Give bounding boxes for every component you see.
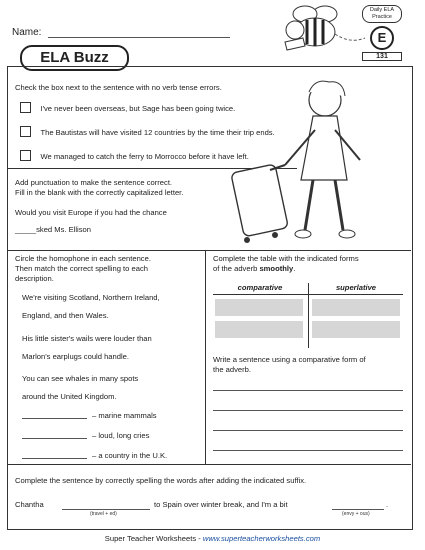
name-label: Name: xyxy=(12,27,42,38)
comparative-cell-2[interactable] xyxy=(215,321,303,338)
col-superlative: superlative xyxy=(335,283,377,292)
hint-2: (envy + ous) xyxy=(342,511,370,517)
section2-sentence-2[interactable]: _____sked Ms. Ellison xyxy=(15,225,91,234)
match-blank-1[interactable] xyxy=(22,418,87,419)
section3-instruction-2: Then match the correct spelling to each xyxy=(15,264,148,273)
badge-line1: Daily ELA xyxy=(369,7,395,13)
comparative-cell-1[interactable] xyxy=(215,299,303,316)
checkbox-3[interactable] xyxy=(20,150,31,161)
option-1-text: I've never been overseas, but Sage has been going twice. xyxy=(40,104,236,113)
suffix-blank-2[interactable] xyxy=(332,509,384,510)
section4-instruction-1: Complete the table with the indicated forms xyxy=(213,254,359,263)
match-blank-3[interactable] xyxy=(22,458,87,459)
option-1[interactable] xyxy=(20,100,236,118)
write-line-1[interactable] xyxy=(213,390,403,391)
traveler-illustration xyxy=(225,70,405,250)
match-blank-2[interactable] xyxy=(22,438,87,439)
option-2-text: The Bautistas will have visited 12 countries by the time their trip ends. xyxy=(40,128,275,137)
suffix-part1: Chantha xyxy=(15,500,44,509)
superlative-cell-2[interactable] xyxy=(312,321,400,338)
footer-text: Super Teacher Worksheets - xyxy=(104,534,203,543)
match-3: – a country in the U.K. xyxy=(92,451,168,460)
s1-line2[interactable]: England, and then Wales. xyxy=(22,311,109,320)
level-letter: E xyxy=(370,26,394,50)
section2-instruction-2: Fill in the blank with the correctly capitalized letter. xyxy=(15,188,184,197)
worksheet-number: 131 xyxy=(362,52,402,61)
hint-1: (travel + ed) xyxy=(90,511,117,517)
option-3[interactable] xyxy=(20,148,249,166)
checkbox-2[interactable] xyxy=(20,126,31,137)
checkbox-1[interactable] xyxy=(20,102,31,113)
match-2: – loud, long cries xyxy=(92,431,150,440)
table-col-line xyxy=(308,283,309,348)
divider-2 xyxy=(7,250,411,251)
practice-badge xyxy=(362,5,402,63)
suffix-blank-1[interactable] xyxy=(62,509,150,510)
suffix-part3: . xyxy=(386,500,389,509)
name-field[interactable] xyxy=(48,37,230,38)
badge-line2: Practice xyxy=(372,14,392,20)
write-instruction-2: the adverb. xyxy=(213,365,251,374)
section1-instruction: Check the box next to the sentence with no verb tense errors. xyxy=(15,83,222,92)
write-line-4[interactable] xyxy=(213,450,403,451)
s2-line2[interactable]: Marlon's earplugs could handle. xyxy=(22,352,129,361)
section2-instruction-1: Add punctuation to make the sentence correct. xyxy=(15,178,173,187)
instruction-suffix: . xyxy=(293,264,296,273)
s3-line1[interactable]: You can see whales in many spots xyxy=(22,374,139,383)
superlative-cell-1[interactable] xyxy=(312,299,400,316)
instruction-prefix: of the adverb xyxy=(213,264,260,273)
section3-instruction-3: description. xyxy=(15,274,54,283)
section2-sentence-1: Would you visit Europe if you had the chance xyxy=(15,208,167,217)
write-instruction-1: Write a sentence using a comparative form of xyxy=(213,355,366,364)
match-1: – marine mammals xyxy=(92,411,157,420)
footer-link[interactable]: www.superteacherworksheets.com xyxy=(202,534,321,543)
s2-line1[interactable]: His little sister's wails were louder than xyxy=(22,334,152,343)
page-title: ELA Buzz xyxy=(40,49,109,66)
s3-line2[interactable]: around the United Kingdom. xyxy=(22,392,117,401)
section4-instruction-2 xyxy=(213,264,295,274)
s1-line1[interactable]: We're visiting Scotland, Northern Ireland, xyxy=(22,293,160,302)
suffix-part2: to Spain over winter break, and I'm a bit xyxy=(154,500,288,509)
write-line-3[interactable] xyxy=(213,430,403,431)
adverb: smoothly xyxy=(259,264,294,273)
footer xyxy=(0,534,425,544)
bee-illustration xyxy=(255,2,375,57)
col-comparative: comparative xyxy=(237,283,283,292)
divider-3 xyxy=(7,464,411,465)
write-line-2[interactable] xyxy=(213,410,403,411)
section3-instruction-1: Circle the homophone in each sentence. xyxy=(15,254,151,263)
adverb-table xyxy=(213,283,403,353)
option-3-text: We managed to catch the ferry to Morrocco before it have left. xyxy=(40,152,249,161)
column-divider xyxy=(205,250,206,464)
section5-instruction: Complete the sentence by correctly spelling the words after adding the indicated suffix. xyxy=(15,476,307,485)
